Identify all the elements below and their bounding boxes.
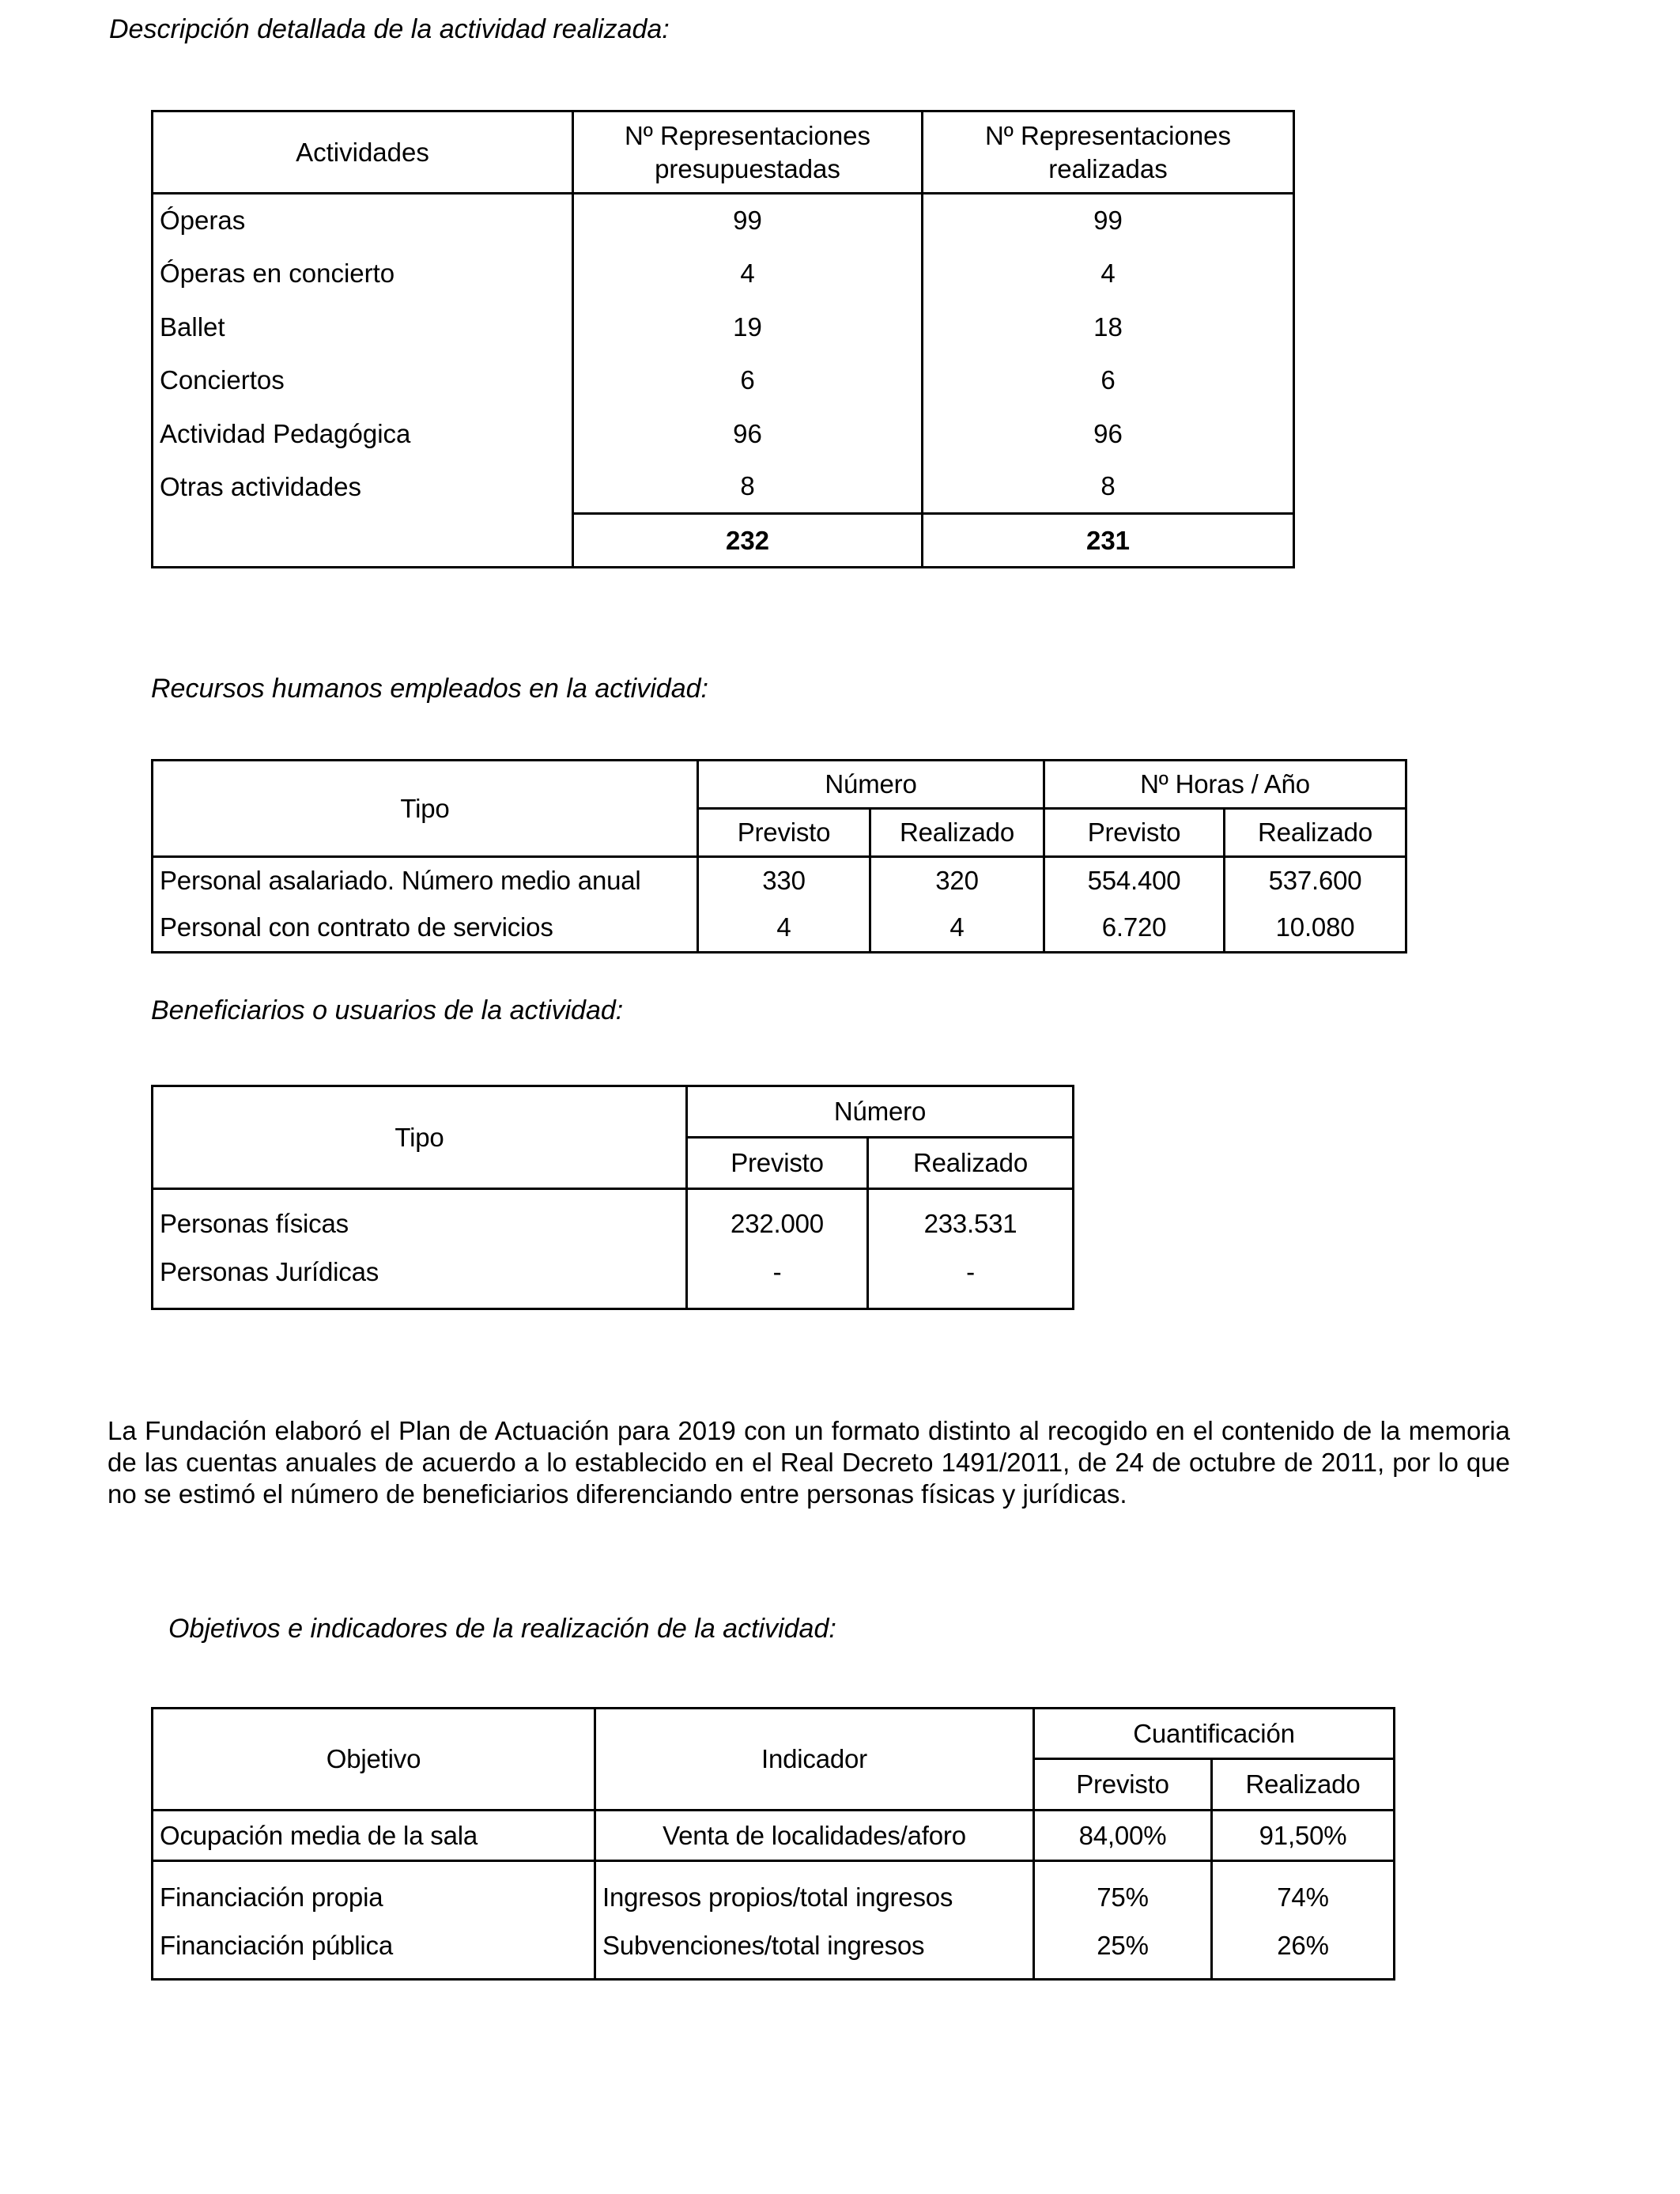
objetivos-table — [151, 1707, 1395, 1981]
table-row — [153, 461, 1294, 514]
cell-realizado: 91,50% — [1212, 1811, 1395, 1861]
header-cuantificacion: Cuantificación — [1034, 1709, 1395, 1759]
table-row — [153, 300, 1294, 354]
cell-totals-label — [153, 514, 573, 568]
cell-realizadas: 6 — [923, 354, 1294, 407]
table-header-row — [153, 1086, 1074, 1138]
cell-presupuestadas: 19 — [573, 300, 923, 354]
cell-horas-previsto: 6.720 — [1044, 904, 1225, 953]
header-realizadas-line1: Nº Representaciones — [984, 120, 1232, 150]
header-objetivo: Objetivo — [153, 1709, 595, 1811]
cell-horas-realizado: 10.080 — [1225, 904, 1406, 953]
section1-heading: Descripción detallada de la actividad realizada: — [109, 14, 670, 44]
section2-heading: Recursos humanos empleados en la actividad: — [151, 674, 708, 704]
cell-num-realizado: 4 — [870, 904, 1044, 953]
cell-tipo: Personas físicas — [153, 1189, 687, 1252]
cell-tipo: Personal con contrato de servicios — [153, 904, 698, 953]
table-row — [153, 1861, 1395, 1924]
cell-previsto: 84,00% — [1034, 1811, 1212, 1861]
totals-row — [153, 514, 1294, 568]
header-num-previsto: Previsto — [698, 809, 870, 857]
cell-horas-realizado: 537.600 — [1225, 857, 1406, 904]
cell-objetivo: Financiación propia — [153, 1861, 595, 1924]
cell-horas-previsto: 554.400 — [1044, 857, 1225, 904]
cell-actividad: Actividad Pedagógica — [153, 407, 573, 461]
header-tipo: Tipo — [153, 761, 698, 857]
header-realizado: Realizado — [1212, 1759, 1395, 1811]
recursos-humanos-table — [151, 759, 1407, 954]
cell-actividad: Otras actividades — [153, 461, 573, 514]
table-row — [153, 1924, 1395, 1980]
section4-heading: Objetivos e indicadores de la realización de la actividad: — [168, 1614, 836, 1644]
table-row — [153, 247, 1294, 300]
cell-num-previsto: 4 — [698, 904, 870, 953]
header-horas-previsto: Previsto — [1044, 809, 1225, 857]
cell-actividad: Óperas — [153, 194, 573, 247]
cell-realizado: 26% — [1212, 1924, 1395, 1980]
cell-presupuestadas: 6 — [573, 354, 923, 407]
header-indicador: Indicador — [595, 1709, 1034, 1811]
cell-actividad: Conciertos — [153, 354, 573, 407]
table-row — [153, 194, 1294, 247]
cell-objetivo: Ocupación media de la sala — [153, 1811, 595, 1861]
total-realizadas: 231 — [923, 514, 1294, 568]
header-realizadas-line2: realizadas — [1048, 153, 1168, 183]
header-presupuestadas-line2: presupuestadas — [655, 153, 840, 183]
header-tipo: Tipo — [153, 1086, 687, 1189]
cell-realizado: 233.531 — [868, 1189, 1074, 1252]
cell-realizadas: 18 — [923, 300, 1294, 354]
cell-actividad: Ballet — [153, 300, 573, 354]
header-numero: Número — [687, 1086, 1074, 1138]
total-presupuestadas: 232 — [573, 514, 923, 568]
beneficiarios-table — [151, 1085, 1074, 1310]
cell-indicador: Venta de localidades/aforo — [595, 1811, 1034, 1861]
section3-heading: Beneficiarios o usuarios de la actividad: — [151, 995, 624, 1025]
header-horas-realizado: Realizado — [1225, 809, 1406, 857]
cell-previsto: - — [687, 1252, 868, 1309]
cell-realizado: 74% — [1212, 1861, 1395, 1924]
cell-indicador: Subvenciones/total ingresos — [595, 1924, 1034, 1980]
cell-presupuestadas: 4 — [573, 247, 923, 300]
header-previsto: Previsto — [687, 1138, 868, 1189]
cell-num-previsto: 330 — [698, 857, 870, 904]
cell-indicador: Ingresos propios/total ingresos — [595, 1861, 1034, 1924]
table-header-row — [153, 761, 1406, 809]
header-realizado: Realizado — [868, 1138, 1074, 1189]
cell-presupuestadas: 99 — [573, 194, 923, 247]
cell-presupuestadas: 8 — [573, 461, 923, 514]
header-previsto: Previsto — [1034, 1759, 1212, 1811]
cell-realizadas: 4 — [923, 247, 1294, 300]
header-actividades: Actividades — [153, 111, 573, 194]
table-row — [153, 1189, 1074, 1252]
table-header-row — [153, 1709, 1395, 1759]
cell-realizadas: 96 — [923, 407, 1294, 461]
table-row — [153, 407, 1294, 461]
cell-previsto: 75% — [1034, 1861, 1212, 1924]
cell-objetivo: Financiación pública — [153, 1924, 595, 1980]
cell-realizadas: 99 — [923, 194, 1294, 247]
cell-tipo: Personal asalariado. Número medio anual — [153, 857, 698, 904]
cell-previsto: 232.000 — [687, 1189, 868, 1252]
table-header-row — [153, 111, 1294, 194]
cell-num-realizado: 320 — [870, 857, 1044, 904]
header-horas: Nº Horas / Año — [1044, 761, 1406, 809]
table-row — [153, 354, 1294, 407]
cell-realizado: - — [868, 1252, 1074, 1309]
table-row — [153, 1252, 1074, 1309]
cell-actividad: Óperas en concierto — [153, 247, 573, 300]
header-num-realizado: Realizado — [870, 809, 1044, 857]
table-row — [153, 904, 1406, 953]
header-presupuestadas — [573, 111, 923, 194]
cell-previsto: 25% — [1034, 1924, 1212, 1980]
cell-tipo: Personas Jurídicas — [153, 1252, 687, 1309]
actividades-table — [151, 110, 1295, 568]
table-row — [153, 1811, 1395, 1861]
header-numero: Número — [698, 761, 1044, 809]
table-row — [153, 857, 1406, 904]
header-presupuestadas-line1: Nº Representaciones — [624, 120, 871, 150]
cell-realizadas: 8 — [923, 461, 1294, 514]
explanatory-paragraph: La Fundación elaboró el Plan de Actuación para 2019 con un formato distinto al recogido en el contenido de la memoria de las cuentas anuales de acuerdo a lo establecido en el Real Decreto 1491/2011, de 24 de octubre de 2011, por lo que no se estimó el número de beneficiarios diferenciando entre personas físicas y jurídicas. — [108, 1416, 1510, 1509]
cell-presupuestadas: 96 — [573, 407, 923, 461]
header-realizadas — [923, 111, 1294, 194]
